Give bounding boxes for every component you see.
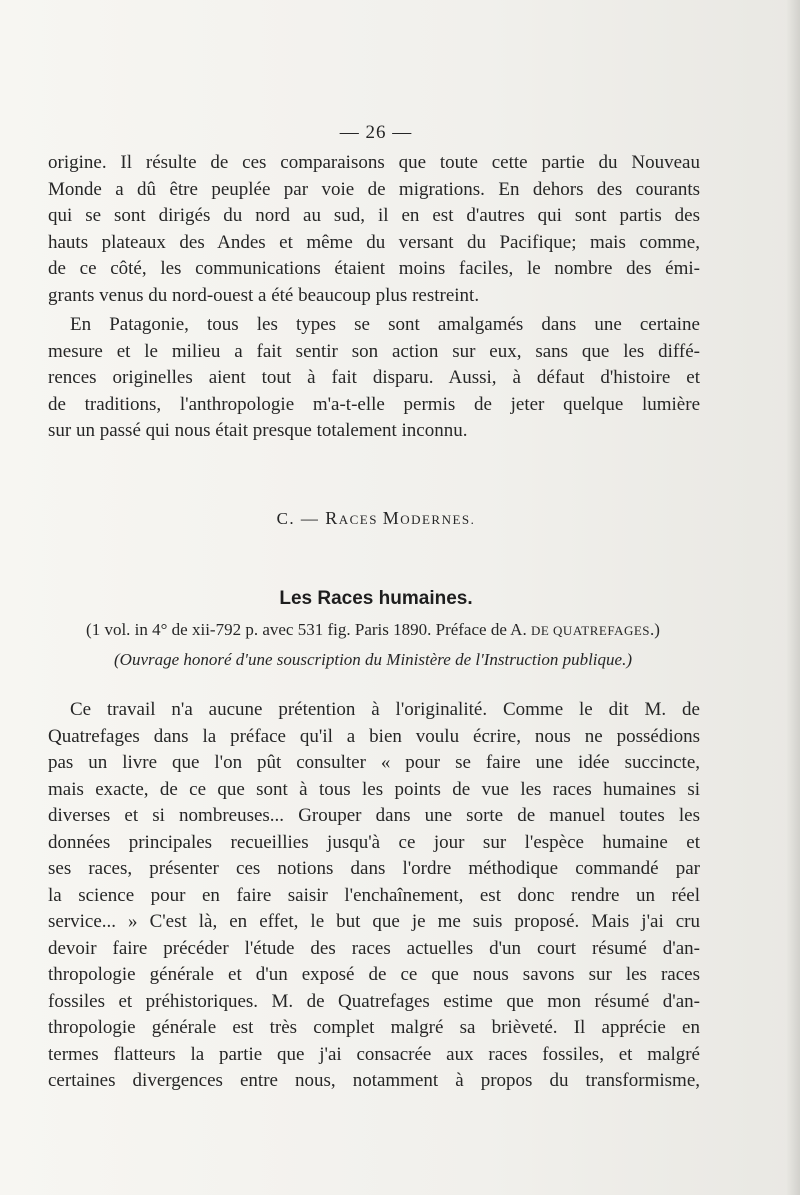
section-heading-prefix: C. — xyxy=(276,509,326,528)
text-line: mais exacte, de ce que sont à tous les points de vue les races humaines si xyxy=(48,778,700,800)
section-heading xyxy=(0,508,752,529)
book-metadata xyxy=(46,620,700,640)
text-line: ses races, présenter ces notions dans l'ordre méthodique commandé par xyxy=(48,858,700,879)
section-heading-cap-m: M xyxy=(382,508,401,528)
text-line: hauts plateaux des Andes et même du versant du Pacifique; mais comme, xyxy=(48,231,700,253)
text-line: rences originelles aient tout à fait disparu. Aussi, à défaut d'histoire et xyxy=(48,367,700,388)
paragraph-1 xyxy=(48,150,700,309)
page-number: — 26 — xyxy=(339,122,413,143)
text-line: grants venus du nord-ouest a été beaucoup plus restreint. xyxy=(48,284,480,306)
text-line: termes flatteurs la partie que j'ai consacrée aux races fossiles, et malgré xyxy=(48,1043,700,1065)
book-metadata-author: QUATREFAGES xyxy=(553,623,651,638)
text-line: thropologie générale et d'un exposé de ce que nous savons sur les races xyxy=(48,964,700,985)
paragraph-3 xyxy=(48,697,700,1095)
text-line: de ce côté, les communications étaient moins faciles, le nombre des émi- xyxy=(48,258,700,279)
book-metadata-particle: DE xyxy=(530,623,554,638)
text-line: devoir faire précéder l'étude des races actuelles d'un court résumé d'an- xyxy=(48,937,700,959)
text-line: fossiles et préhistoriques. M. de Quatrefages estime que mon résumé d'an- xyxy=(48,990,700,1012)
book-metadata-text: (1 vol. in 4° de xii-792 p. avec 531 fig. Paris 1890. Préface de A. xyxy=(86,620,531,639)
text-line: sur un passé qui nous était presque totalement inconnu. xyxy=(48,420,468,441)
text-line: pas un livre que l'on pût consulter « pour se faire une idée succincte, xyxy=(48,752,700,773)
section-heading-cap-r: R xyxy=(325,508,339,528)
text-line: En Patagonie, tous les types se sont amalgamés dans une certaine xyxy=(70,314,700,335)
book-note: (Ouvrage honoré d'une souscription du Ministère de l'Instruction publique.) xyxy=(114,650,632,669)
text-line: qui se sont dirigés du nord au sud, il en est d'autres qui sont partis des xyxy=(48,205,700,226)
section-heading-small-odernes: ODERNES. xyxy=(400,512,476,527)
text-line: de traditions, l'anthropologie m'a-t-elle permis de jeter quelque lumière xyxy=(48,393,700,415)
book-title: Les Races humaines. xyxy=(279,588,473,609)
text-line: mesure et le milieu a fait sentir son action sur eux, sans que les diffé- xyxy=(48,340,700,362)
text-line: certaines divergences entre nous, notamment à propos du transformisme, xyxy=(48,1070,700,1091)
text-line: thropologie générale est très complet malgré sa brièveté. Il apprécie en xyxy=(48,1017,700,1038)
text-line: la science pour en faire saisir l'enchaînement, est donc rendre un réel xyxy=(48,884,700,906)
text-line: diverses et si nombreuses... Grouper dans une sorte de manuel toutes les xyxy=(48,805,700,826)
text-line: origine. Il résulte de ces comparaisons que toute cette partie du Nouveau xyxy=(48,152,700,173)
paragraph-2 xyxy=(48,312,700,445)
section-heading-small-aces: ACES xyxy=(338,512,383,527)
book-metadata-close: .) xyxy=(650,620,660,639)
text-line: Monde a dû être peuplée par voie de migrations. En dehors des courants xyxy=(48,178,700,200)
text-line: Quatrefages dans la préface qu'il a bien voulu écrire, nous ne possédions xyxy=(48,725,700,747)
page-edge-shadow xyxy=(786,0,800,1195)
text-line: Ce travail n'a aucune prétention à l'originalité. Comme le dit M. de xyxy=(70,699,700,720)
text-line: données principales recueillies jusqu'à ce jour sur l'espèce humaine et xyxy=(48,831,700,853)
text-line: service... » C'est là, en effet, le but que je me suis proposé. Mais j'ai cru xyxy=(48,911,700,932)
